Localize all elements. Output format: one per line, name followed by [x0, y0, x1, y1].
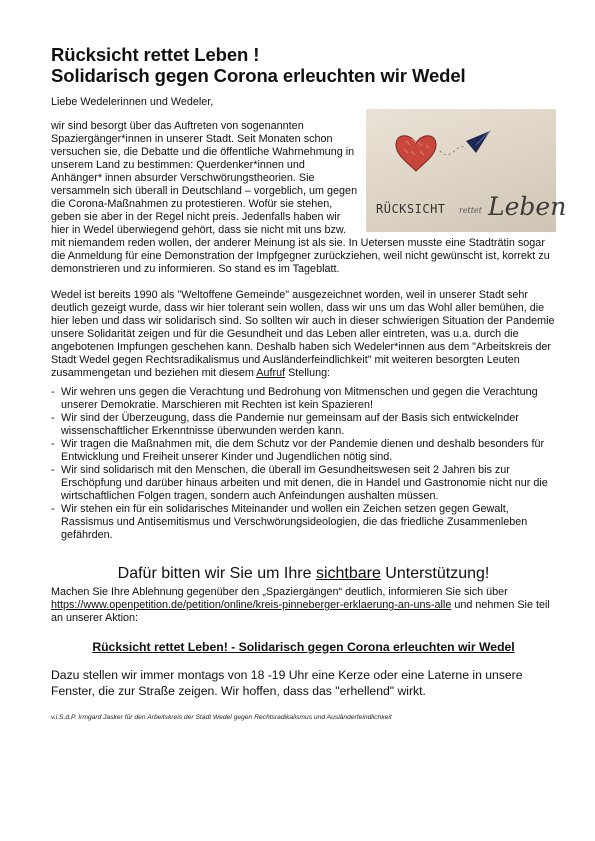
greeting: Liebe Wedelerinnen und Wedeler,: [51, 96, 214, 108]
handwritten-word-1: RÜCKSICHT: [376, 202, 446, 216]
rücksicht-photo: [366, 109, 567, 232]
paper-plane-icon: [466, 131, 490, 153]
list-item: - Wir tragen die Maßnahmen mit, die dem Schutz vor der Pandemie dienen und deshalb besonders für Entwicklung und Freiheit unserer Kinder und Jugendlichen nötig sind.: [51, 438, 556, 464]
closing-paragraph: Dazu stellen wir immer montags von 18 -19 Uhr eine Kerze oder eine Laterne in unsere Fenster, die zur Straße zeigen. Wir hoffen, dass das "erhellend" wirkt.: [51, 668, 523, 698]
cta-underlined: sichtbare: [315, 565, 381, 582]
handwritten-word-2: rettet: [459, 206, 482, 215]
cta-body-text-1: Machen Sie Ihre Ablehnung gegenüber den „Spaziergängen“ deutlich, informieren Sie sich über: [51, 586, 508, 598]
document-page: [51, 44, 567, 722]
list-item: - Wir wehren uns gegen die Verachtung und Bedrohung von Mitmenschen und gegen die Verachtung unserer Demokratie. Marschieren mit Rechten ist kein Spazieren!: [51, 386, 556, 412]
para2-text: Wedel ist bereits 1990 als "Weltoffene Gemeinde" ausgezeichnet worden, weil in unserer Stadt sehr deutlich gezeigt wurde, dass wir hier tolerant sein wollen, dass wir uns um das Wohl aller bemühen, die hier leben und dass wir solidarisch sind. So sollten wir auch in dieser schwierigen Situation der Pandemie unsere Solidarität zeigen und für die Gesundheit und das Leben aller eintreten, was u.a. durch die angebotenen Impfungen geschehen kann. Deshalb haben sich Wedeler*innen aus dem "Arbeitskreis der Stadt Wedel gegen Rechtsradikalismus und Ausländerfeindlichkeit" mit weiteren besorgten Leuten zusammengetan und beziehen mit diesem: [51, 289, 555, 379]
footer-imprint: v.i.S.d.P. Irmgard Jasker für den Arbeitskreis der Stadt Wedel gegen Rechtsradikalismus und Ausländerfeindlichkeit: [51, 714, 392, 721]
list-item: - Wir sind solidarisch mit den Menschen, die überall im Gesundheitswesen seit 2 Jahren bis zur Erschöpfung und darüber hinaus arbeiten und mit denen, die in Handel und Gastronomie nicht nur die wirtschaftlichen Folgen tragen, sondern auch Anfeindungen aushalten müssen.: [51, 464, 556, 503]
cta-after: Unterstützung!: [380, 565, 490, 582]
para2-text-end: Stellung:: [285, 367, 331, 379]
title-line-2: Solidarisch gegen Corona erleuchten wir Wedel: [51, 65, 466, 86]
handwritten-word-3: Leben: [488, 192, 567, 221]
list-item: - Wir stehen ein für ein solidarisches Miteinander und wollen ein Zeichen setzen gegen Gewalt, Rassismus und Antisemitismus und Verschwörungsideologien, die das friedliche Zusammenleben gefährden.: [51, 503, 556, 542]
points-list: [51, 386, 556, 542]
cta-before: Dafür bitten wir Sie um Ihre: [117, 565, 316, 582]
intro-block: [51, 120, 567, 276]
petition-link[interactable]: https://www.openpetition.de/petition/online/kreis-pinneberger-erklaerung-an-uns-alle: [51, 599, 452, 611]
aufruf-link[interactable]: Aufruf: [256, 367, 286, 379]
title-line-1: Rücksicht rettet Leben !: [51, 44, 260, 65]
cta-body-text-2: und nehmen Sie teil an unserer Aktion:: [51, 599, 550, 624]
call-to-action-text: [51, 586, 556, 625]
slogan: Rücksicht rettet Leben! - Solidarisch gegen Corona erleuchten wir Wedel: [92, 640, 515, 654]
paragraph-weltoffene-gemeinde: [51, 289, 556, 380]
page-title: [51, 44, 556, 86]
photo-drawing: [366, 109, 567, 232]
intro-text: wir sind besorgt über das Auftreten von sogenannten Spaziergänger*innen in unserer Stadt. Seit Monaten schon versuchen sie, die Debatte und die öffentliche Wahrnehmung in unserem Land zu bestimmen: Querdenker*innen und Anhänger* innen absurder Verschwörungstheorien. Sie versammeln sich überall in Deutschland – vorgeblich, um gegen die Corona-Maßnahmen zu protestieren. Wofür sie stehen, geben sie aber in der Regel nicht preis. Jedenfalls haben wir hier in Wedel überwiegend gehört, dass sie nicht mit uns bzw. mit niemandem reden wollen, der anderer Meinung ist als sie. In Uetersen musste eine Stadträtin sogar die Anmeldung für eine Demonstration der Impfgegner zurückziehen, weil nicht gewünscht ist, korrekt zu demonstrieren und zu informieren. So stand es im Tageblatt.: [51, 120, 550, 275]
heart-icon: [396, 136, 436, 171]
list-item: - Wir sind der Überzeugung, dass die Pandemie nur gemeinsam auf der Basis sich entwickelnder wissenschaftlicher Erkenntnisse überwunden werden kann.: [51, 412, 556, 438]
call-to-action-heading: [51, 564, 556, 583]
